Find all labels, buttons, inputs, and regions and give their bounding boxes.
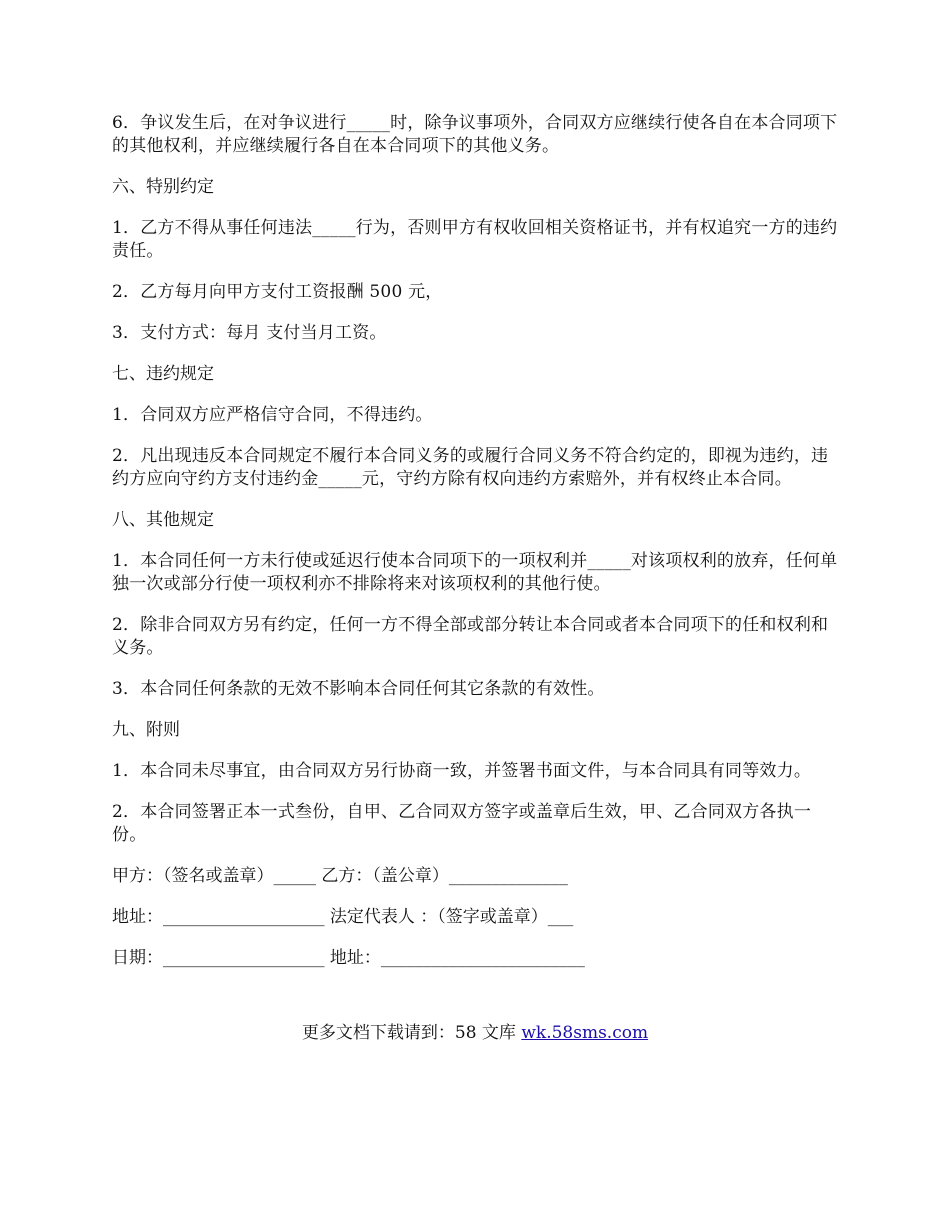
- clause-paragraph: 1．合同双方应严格信守合同，不得违约。: [112, 405, 433, 425]
- section-heading: 八、其他规定: [112, 510, 214, 530]
- section-heading: 七、违约规定: [112, 364, 214, 384]
- section-heading: 六、特别约定: [112, 177, 214, 197]
- clause-paragraph: 1．本合同任何一方未行使或延迟行使本合同项下的一项权利并_____对该项权利的放弃，任何单独一次或部分行使一项权利亦不排除将来对该项权利的其他行使。: [112, 551, 838, 594]
- footer-text: 更多文档下载请到：58 文库: [301, 1023, 522, 1043]
- clause-paragraph: 6．争议发生后，在对争议进行_____时，除争议事项外，合同双方应继续行使各自在本合同项下的其他权利，并应继续履行各自在本合同项下的其他义务。: [112, 113, 838, 156]
- clause-paragraph: 3．本合同任何条款的无效不影响本合同任何其它条款的有效性。: [112, 679, 605, 699]
- clause-paragraph: 2．本合同签署正本一式叁份，自甲、乙合同双方签字或盖章后生效，甲、乙合同双方各执一份。: [112, 802, 812, 845]
- footer-download-note: [0, 1022, 950, 1045]
- clause-paragraph: 2．乙方每月向甲方支付工资报酬 500 元，: [112, 282, 443, 302]
- footer-link[interactable]: wk.58sms.com: [521, 1023, 649, 1043]
- clause-paragraph: 1．乙方不得从事任何违法_____行为，否则甲方有权收回相关资格证书，并有权追究一方的违约责任。: [112, 218, 838, 261]
- signature-line-date: 日期：___________________ 地址：________________________: [112, 948, 585, 968]
- clause-paragraph: 2．凡出现违反本合同规定不履行本合同义务的或履行合同义务不符合约定的，即视为违约，违约方应向守约方支付违约金_____元，守约方除有权向违约方索赔外，并有权终止本合同。: [112, 446, 829, 489]
- section-heading: 九、附则: [112, 720, 180, 740]
- document-body: [112, 112, 840, 988]
- signature-line-party-a: 甲方：（签名或盖章）_____ 乙方：（盖公章）______________: [112, 866, 568, 886]
- signature-line-address: 地址：___________________ 法定代表人 ：（签字或盖章）___: [112, 907, 574, 927]
- clause-paragraph: 2．除非合同双方另有约定，任何一方不得全部或部分转让本合同或者本合同项下的任和权利和义务。: [112, 615, 829, 658]
- clause-paragraph: 3．支付方式：每月 支付当月工资。: [112, 323, 387, 343]
- clause-paragraph: 1．本合同未尽事宜，由合同双方另行协商一致，并签署书面文件，与本合同具有同等效力。: [112, 761, 812, 781]
